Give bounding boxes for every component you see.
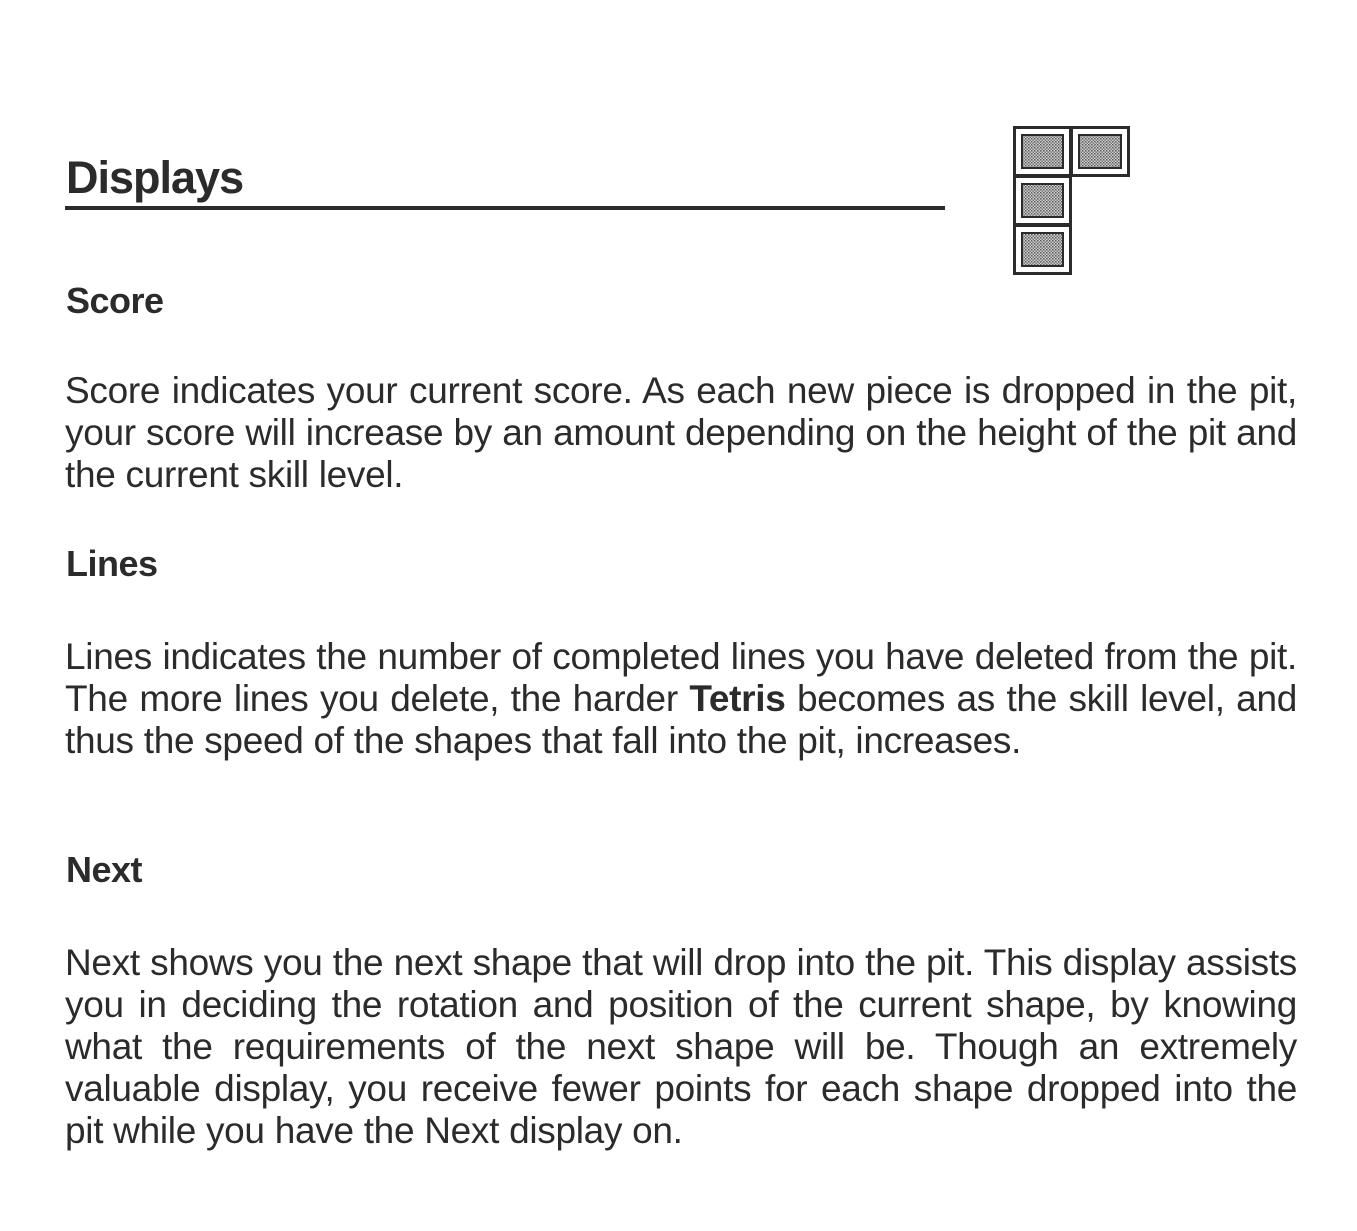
tetromino-block <box>1015 177 1071 225</box>
section-body-lines <box>65 636 1297 762</box>
section-body-lines-text: Lines indicates the number of completed lines you have deleted from the pit. The more lines you delete, the harder <box>65 636 1297 719</box>
section-body-lines-text-end: becomes as the skill level, and thus the speed of the shapes that fall into the pit, increases. <box>65 678 1297 761</box>
section-heading-score: Score <box>66 280 164 321</box>
tetromino-block <box>1072 128 1129 176</box>
page-title: Displays <box>66 152 244 203</box>
section-body-next: Next shows you the next shape that will drop into the pit. This display assists you in deciding the rotation and position of the current shape, by knowing what the requirements of the next shape will be. Though an extremely valuable display, you receive fewer points for each shape dropped into the pit while you have the Next display on. <box>65 942 1297 1151</box>
section-heading-next: Next <box>66 849 143 890</box>
section-body-score: Score indicates your current score. As each new piece is dropped in the pit, your score will increase by an amount depending on the height of the pit and the current skill level. <box>65 370 1297 495</box>
tetromino-block <box>1015 128 1071 176</box>
title-underline <box>65 206 945 210</box>
tetris-product-name: Tetris <box>689 678 786 719</box>
tetromino-l-icon <box>1013 126 1131 276</box>
tetromino-block <box>1015 226 1071 274</box>
section-heading-lines: Lines <box>66 543 158 584</box>
